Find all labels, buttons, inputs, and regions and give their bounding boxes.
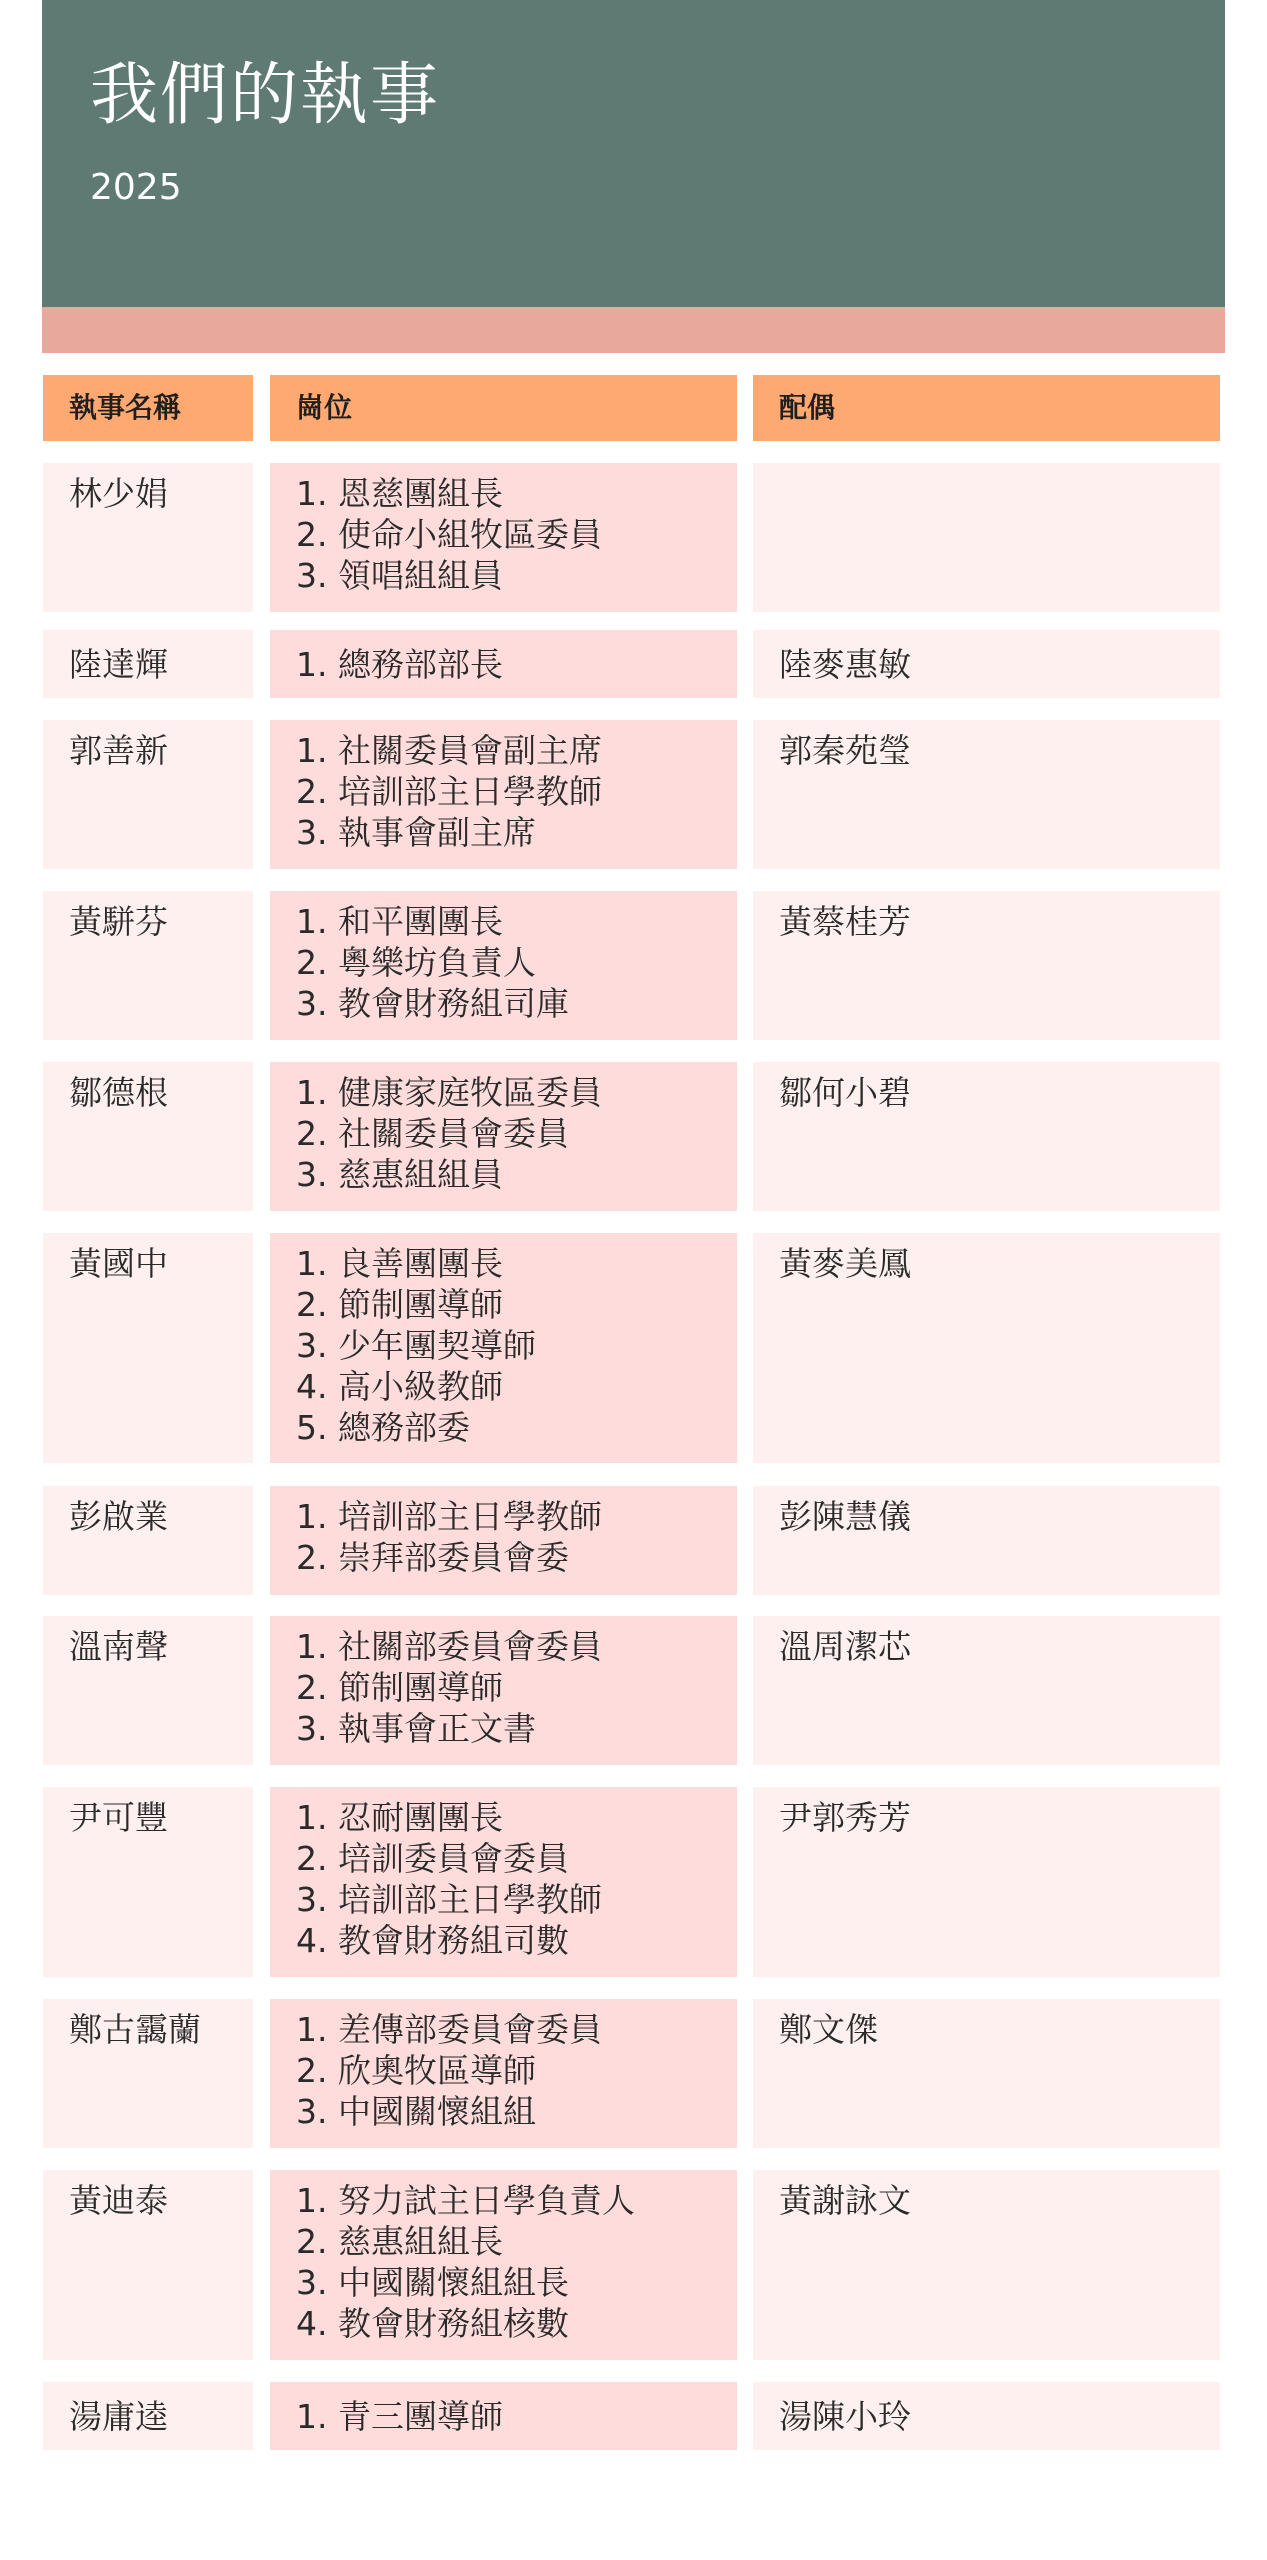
duty-item: 1. 忍耐團團長 — [296, 1798, 503, 1837]
deacon-name: 郭善新 — [43, 720, 253, 869]
duties-list — [296, 2396, 503, 2437]
deacon-duties — [270, 2382, 737, 2450]
duty-item: 4. 教會財務組核數 — [296, 2304, 569, 2343]
duty-item: 2. 培訓委員會委員 — [296, 1839, 569, 1878]
deacon-name: 陸達輝 — [43, 630, 253, 698]
deacon-duties — [270, 891, 737, 1040]
duty-item: 3. 執事會正文書 — [296, 1709, 536, 1748]
deacon-duties — [270, 463, 737, 612]
deacon-name: 黃駢芬 — [43, 891, 253, 1040]
spouse-name: 陸麥惠敏 — [753, 630, 1220, 698]
duty-item: 1. 努力試主日學負責人 — [296, 2181, 635, 2220]
duty-item: 2. 慈惠組組長 — [296, 2222, 503, 2261]
spouse-name: 黃麥美鳳 — [753, 1233, 1220, 1463]
deacon-duties — [270, 2170, 737, 2360]
deacon-duties — [270, 720, 737, 869]
deacon-duties — [270, 630, 737, 698]
deacon-duties — [270, 1062, 737, 1211]
deacon-name: 溫南聲 — [43, 1616, 253, 1765]
duties-list — [296, 644, 503, 685]
duties-list — [296, 2009, 737, 2132]
column-header-name: 執事名稱 — [43, 375, 253, 441]
duty-item: 1. 青三團導師 — [296, 2396, 503, 2436]
header-banner — [42, 0, 1225, 307]
duties-list — [296, 1072, 737, 1195]
duty-item: 2. 崇拜部委員會委 — [296, 1538, 569, 1577]
duty-item: 2. 使命小組牧區委員 — [296, 515, 602, 554]
duty-item: 5. 總務部委 — [296, 1408, 470, 1447]
deacon-duties — [270, 1999, 737, 2148]
duty-item: 2. 節制團導師 — [296, 1668, 503, 1707]
duty-item: 1. 恩慈團組長 — [296, 474, 503, 513]
spouse-name: 郭秦苑瑩 — [753, 720, 1220, 869]
duty-item: 3. 教會財務組司庫 — [296, 984, 569, 1023]
duty-item: 1. 良善團團長 — [296, 1244, 503, 1283]
duties-list — [296, 2180, 737, 2344]
spouse-name: 黃蔡桂芳 — [753, 891, 1220, 1040]
duty-item: 1. 社關委員會副主席 — [296, 731, 602, 770]
page-title: 我們的執事 — [90, 56, 441, 135]
deacon-name: 黃迪泰 — [43, 2170, 253, 2360]
spouse-name — [753, 463, 1220, 612]
duty-item: 1. 社關部委員會委員 — [296, 1627, 602, 1666]
deacon-name: 鄒德根 — [43, 1062, 253, 1211]
deacon-name: 鄭古靄蘭 — [43, 1999, 253, 2148]
duty-item: 1. 健康家庭牧區委員 — [296, 1073, 602, 1112]
deacon-duties — [270, 1787, 737, 1977]
deacon-name: 林少娟 — [43, 463, 253, 612]
duty-item: 1. 差傳部委員會委員 — [296, 2010, 602, 2049]
spouse-name: 黃謝詠文 — [753, 2170, 1220, 2360]
deacon-name: 黃國中 — [43, 1233, 253, 1463]
duty-item: 1. 培訓部主日學教師 — [296, 1497, 602, 1536]
spouse-name: 鄒何小碧 — [753, 1062, 1220, 1211]
column-header-duties: 崗位 — [270, 375, 737, 441]
duties-list — [296, 901, 737, 1024]
year-label: 2025 — [90, 167, 182, 208]
duty-item: 3. 中國關懷組組長 — [296, 2263, 569, 2302]
deacon-duties — [270, 1616, 737, 1765]
duty-item: 4. 高小級教師 — [296, 1367, 503, 1406]
deacon-name: 尹可豐 — [43, 1787, 253, 1977]
deacon-duties — [270, 1486, 737, 1595]
duty-item: 3. 少年團契導師 — [296, 1326, 536, 1365]
duty-item: 2. 培訓部主日學教師 — [296, 772, 602, 811]
duty-item: 2. 欣奧牧區導師 — [296, 2051, 536, 2090]
duty-item: 1. 總務部部長 — [296, 644, 503, 684]
duty-item: 2. 社關委員會委員 — [296, 1114, 569, 1153]
duty-item: 3. 執事會副主席 — [296, 813, 536, 852]
duty-item: 2. 粵樂坊負責人 — [296, 943, 536, 982]
duty-item: 4. 教會財務組司數 — [296, 1921, 569, 1960]
spouse-name: 鄭文傑 — [753, 1999, 1220, 2148]
deacon-duties — [270, 1233, 737, 1463]
spouse-name: 溫周潔芯 — [753, 1616, 1220, 1765]
duties-list — [296, 1243, 737, 1448]
duty-item: 3. 培訓部主日學教師 — [296, 1880, 602, 1919]
duty-item: 3. 慈惠組組員 — [296, 1155, 503, 1194]
accent-bar — [42, 307, 1225, 353]
column-header-spouse: 配偶 — [753, 375, 1220, 441]
duties-list — [296, 473, 737, 596]
duties-list — [296, 1797, 737, 1961]
deacon-name: 彭啟業 — [43, 1486, 253, 1595]
duty-item: 1. 和平團團長 — [296, 902, 503, 941]
deacon-name: 湯庸逵 — [43, 2382, 253, 2450]
duties-list — [296, 730, 737, 853]
spouse-name: 湯陳小玲 — [753, 2382, 1220, 2450]
duty-item: 3. 領唱組組員 — [296, 556, 503, 595]
duties-list — [296, 1626, 737, 1749]
spouse-name: 彭陳慧儀 — [753, 1486, 1220, 1595]
duty-item: 2. 節制團導師 — [296, 1285, 503, 1324]
spouse-name: 尹郭秀芳 — [753, 1787, 1220, 1977]
duty-item: 3. 中國關懷組組 — [296, 2092, 536, 2131]
duties-list — [296, 1496, 737, 1578]
